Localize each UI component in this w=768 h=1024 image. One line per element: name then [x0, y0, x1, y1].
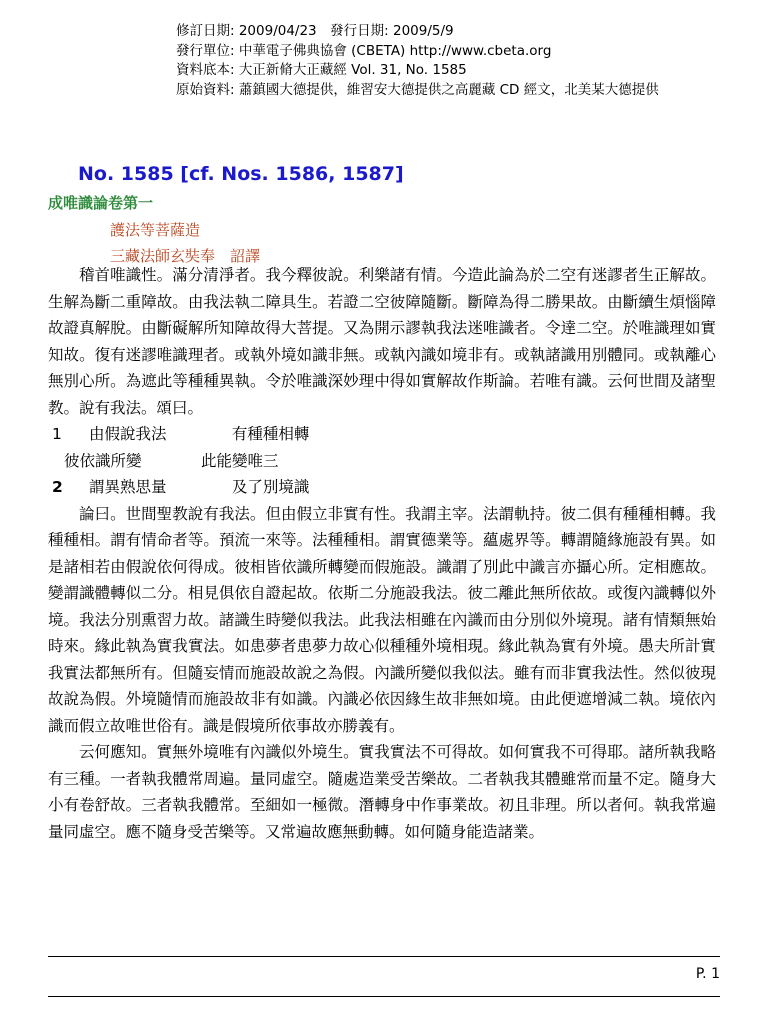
paragraph-3: 云何應知。實無外境唯有內識似外境生。實我實法不可得故。如何實我不可得耶。諸所執我略有三種。一者執我體常周遍。量同虛空。隨處造業受苦樂故。二者執我其體雖常而量不定。隨身大小有卷舒故。三者執我體常。至細如一極微。潛轉身中作事業故。初且非理。所以者何。執我常遍量同虛空。應不隨身受苦樂等。又常遍故應無動轉。如何隨身能造諸業。: [48, 743, 716, 841]
verse-phrase-a: 謂異熟思量: [88, 478, 167, 496]
revision-date: 修訂日期: 2009/04/23 發行日期: 2009/5/9: [176, 23, 454, 39]
verse-phrase-b: 此能變唯三: [200, 451, 279, 470]
verse-phrase-b: 有種種相轉: [231, 425, 310, 443]
verse-number: 2: [52, 478, 63, 496]
document-number: No. 1585 [cf. Nos. 1586, 1587]: [78, 163, 404, 185]
verse-phrase-a: 由假說我法: [88, 425, 167, 443]
verse-line-2: [48, 448, 716, 475]
page-number: P. 1: [695, 966, 720, 982]
author-line: 護法等菩薩造: [110, 221, 201, 239]
source-line: 資料底本: 大正新脩大正藏經 Vol. 31, No. 1585: [176, 62, 467, 78]
original-data-line: 原始資料: 蕭鎮國大德提供，維習安大德提供之高麗藏 CD 經文，北美某大德提供: [176, 81, 659, 98]
verse-phrase-b: 及了別境識: [231, 478, 310, 496]
footer-divider-bottom: [48, 996, 720, 997]
fascicle-title: 成唯識論卷第一: [48, 194, 154, 212]
scripture-body: [48, 262, 716, 845]
metadata-block: [176, 22, 736, 100]
translator-line: 三藏法師玄奘奉 詔譯: [110, 247, 261, 265]
paragraph-1: 稽首唯識性。滿分清淨者。我今釋彼說。利樂諸有情。今造此論為於二空有迷謬者生正解故。生解為斷二重障故。由我法執二障具生。若證二空彼障隨斷。斷障為得二勝果故。由斷續生煩惱障故證真解脫。由斷礙解所知障故得大菩提。又為開示謬執我法迷唯識者。令達二空。於唯識理如實知故。復有迷謬唯識理者。或執外境如識非無。或執內識如境非有。或執諸識用別體同。或執離心無別心所。為遮此等種種異執。令於唯識深妙理中得如實解故作斯論。若唯有識。云何世間及諸聖教。說有我法。頌曰。: [48, 266, 716, 417]
publisher-line: 發行單位: 中華電子佛典協會 (CBETA) http://www.cbeta.org: [176, 42, 552, 59]
verse-line-1: [48, 421, 716, 448]
footer-divider-top: [48, 956, 720, 957]
verse-number: 1: [52, 425, 62, 443]
verse-line-3: [48, 474, 716, 501]
verse-phrase-a: 彼依識所變: [64, 451, 142, 470]
paragraph-2: 論曰。世間聖教說有我法。但由假立非實有性。我謂主宰。法謂軌持。彼二俱有種種相轉。我種種相。謂有情命者等。預流一來等。法種種相。謂實德業等。蘊處界等。轉謂隨緣施設有異。如是諸相若由假說依何得成。彼相皆依識所轉變而假施設。識謂了別此中識言亦攝心所。定相應故。變謂識體轉似二分。相見俱依自證起故。依斯二分施設我法。彼二離此無所依故。或復內識轉似外境。我法分別熏習力故。諸識生時變似我法。此我法相雖在內識而由分別似外境現。諸有情類無始時來。緣此執為實我實法。如患夢者患夢力故心似種種外境相現。緣此執為實有外境。愚夫所計實我實法都無所有。但隨妄情而施設故說之為假。內識所變似我似法。雖有而非實我法性。然似彼現故說為假。外境隨情而施設故非有如識。內識必依因緣生故非無如境。由此便遮增減二執。境依內識而假立故唯世俗有。識是假境所依事故亦勝義有。: [48, 504, 716, 735]
